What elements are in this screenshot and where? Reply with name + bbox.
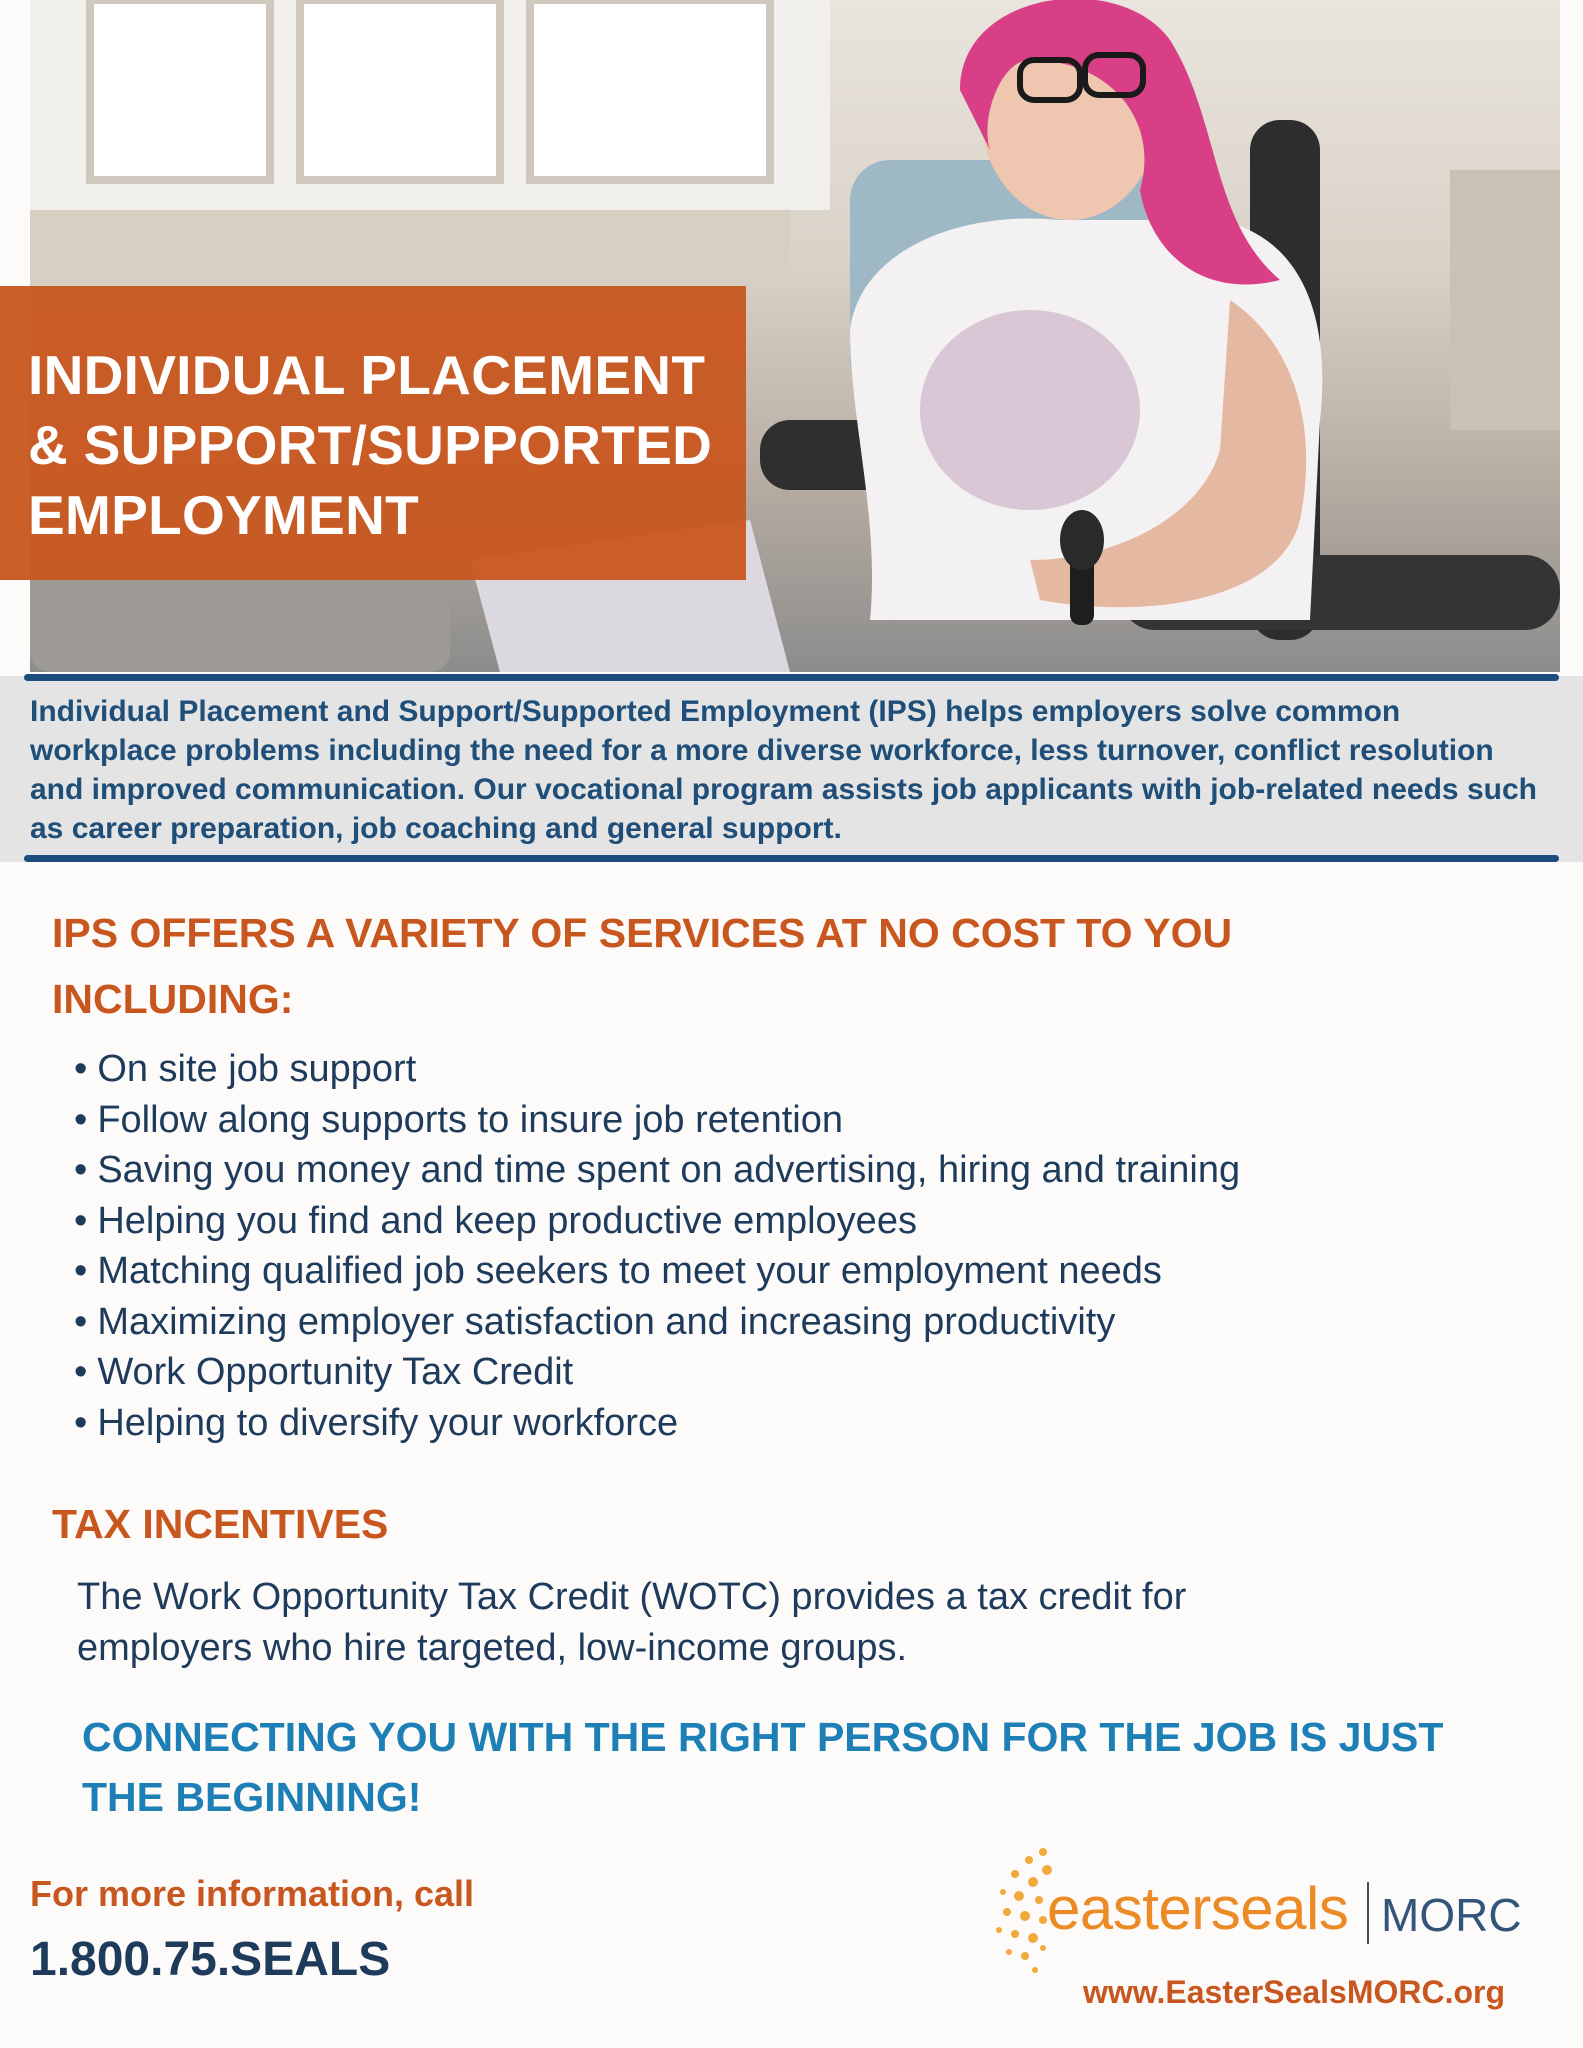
list-item: • Helping to diversify your workforce	[74, 1398, 1240, 1449]
sunburst-icon	[995, 1840, 1055, 1990]
title-line: EMPLOYMENT	[28, 484, 420, 546]
phone-number[interactable]: 1.800.75.SEALS	[30, 1933, 391, 1986]
logo-wordmark: easterseals	[1047, 1875, 1349, 1942]
list-item: • On site job support	[74, 1044, 1240, 1095]
title-line: INDIVIDUAL PLACEMENT	[28, 344, 706, 406]
title-line: & SUPPORT/SUPPORTED	[28, 414, 713, 476]
logo-partner: MORC	[1381, 1889, 1522, 1941]
divider-top	[24, 674, 1559, 681]
intro-paragraph: Individual Placement and Support/Supported Employment (IPS) helps employers solve common workplace problems including the need for a more diverse workforce, less turnover, conflict resolution and improved communication. Our vocational program assists job applicants with job-related needs such as career preparation, job coaching and general support.	[30, 695, 1537, 845]
easterseals-morc-logo	[995, 1840, 1555, 1990]
cta-text: CONNECTING YOU WITH THE RIGHT PERSON FOR THE JOB IS JUST THE BEGINNING!	[82, 1714, 1444, 1820]
list-item: • Matching qualified job seekers to meet your employment needs	[74, 1246, 1240, 1297]
list-item: • Helping you find and keep productive employees	[74, 1196, 1240, 1247]
tax-heading: TAX INCENTIVES	[52, 1501, 389, 1547]
list-item: • Work Opportunity Tax Credit	[74, 1347, 1240, 1398]
list-item: • Follow along supports to insure job retention	[74, 1095, 1240, 1146]
page-title	[28, 340, 748, 550]
divider-bottom	[24, 855, 1559, 862]
list-item: • Maximizing employer satisfaction and increasing productivity	[74, 1297, 1240, 1348]
contact-label: For more information, call	[30, 1873, 475, 1914]
logo-separator	[1367, 1882, 1369, 1944]
website-link[interactable]: www.EasterSealsMORC.org	[1083, 1974, 1506, 2010]
list-item: • Saving you money and time spent on advertising, hiring and training	[74, 1145, 1240, 1196]
services-list	[74, 1044, 1240, 1448]
tax-paragraph: The Work Opportunity Tax Credit (WOTC) provides a tax credit for employers who hire targeted, low-income groups.	[77, 1576, 1187, 1669]
services-heading: IPS OFFERS A VARIETY OF SERVICES AT NO COST TO YOU INCLUDING:	[52, 910, 1233, 1022]
